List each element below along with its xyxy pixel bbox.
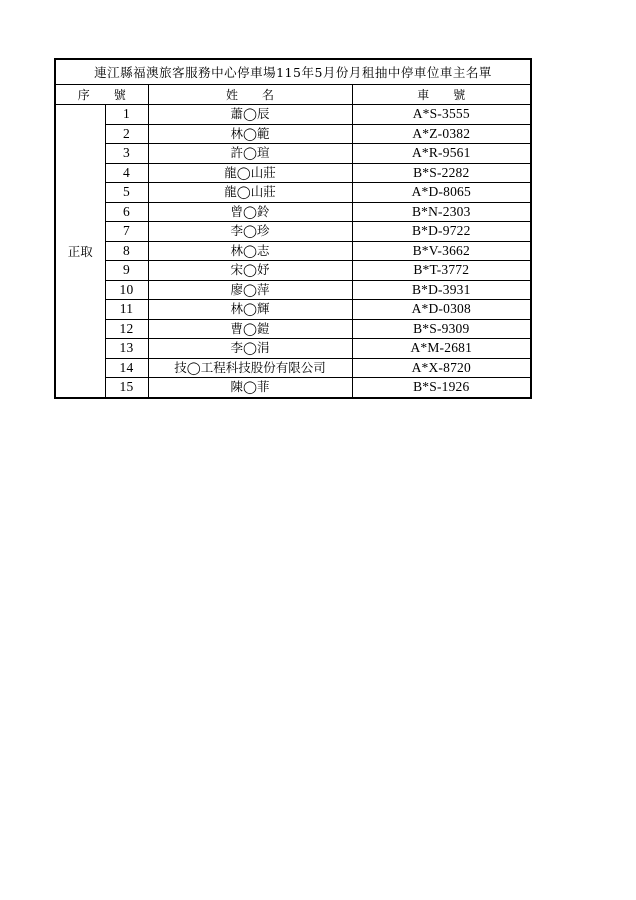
document-sheet <box>54 58 530 399</box>
table-row <box>55 300 531 320</box>
row-number: 15 <box>105 378 148 398</box>
row-number: 1 <box>105 105 148 125</box>
owner-name: 宋◯妤 <box>148 261 352 281</box>
row-number: 6 <box>105 202 148 222</box>
owner-name: 技◯工程科技股份有限公司 <box>148 358 352 378</box>
row-number: 12 <box>105 319 148 339</box>
owner-name: 蕭◯辰 <box>148 105 352 125</box>
row-number: 8 <box>105 241 148 261</box>
table-body <box>55 105 531 398</box>
plate-number: B*N-2303 <box>352 202 531 222</box>
plate-number: B*V-3662 <box>352 241 531 261</box>
table-row <box>55 319 531 339</box>
row-number: 11 <box>105 300 148 320</box>
plate-number: A*R-9561 <box>352 144 531 164</box>
owner-name: 廖◯萍 <box>148 280 352 300</box>
lottery-winners-table <box>54 58 532 399</box>
row-number: 13 <box>105 339 148 359</box>
table-row <box>55 144 531 164</box>
owner-name: 陳◯菲 <box>148 378 352 398</box>
row-number: 14 <box>105 358 148 378</box>
plate-number: B*S-1926 <box>352 378 531 398</box>
table-row <box>55 183 531 203</box>
header-seq: 序 號 <box>55 85 148 105</box>
row-number: 3 <box>105 144 148 164</box>
plate-number: A*Z-0382 <box>352 124 531 144</box>
table-row <box>55 124 531 144</box>
table-row <box>55 280 531 300</box>
table-row <box>55 222 531 242</box>
table-row <box>55 358 531 378</box>
owner-name: 林◯志 <box>148 241 352 261</box>
header-plate: 車 號 <box>352 85 531 105</box>
row-number: 5 <box>105 183 148 203</box>
plate-number: A*S-3555 <box>352 105 531 125</box>
plate-number: A*D-8065 <box>352 183 531 203</box>
table-title: 連江縣福澳旅客服務中心停車場115年5月份月租抽中停車位車主名單 <box>55 59 531 85</box>
title-row <box>55 59 531 85</box>
plate-number: A*X-8720 <box>352 358 531 378</box>
plate-number: A*D-0308 <box>352 300 531 320</box>
owner-name: 林◯輝 <box>148 300 352 320</box>
row-number: 2 <box>105 124 148 144</box>
owner-name: 曾◯鈴 <box>148 202 352 222</box>
table-row <box>55 261 531 281</box>
plate-number: B*T-3772 <box>352 261 531 281</box>
group-label: 正取 <box>55 105 105 398</box>
plate-number: B*S-9309 <box>352 319 531 339</box>
plate-number: A*M-2681 <box>352 339 531 359</box>
owner-name: 林◯範 <box>148 124 352 144</box>
table-row <box>55 202 531 222</box>
row-number: 9 <box>105 261 148 281</box>
plate-number: B*D-3931 <box>352 280 531 300</box>
plate-number: B*D-9722 <box>352 222 531 242</box>
owner-name: 龍◯山莊 <box>148 163 352 183</box>
owner-name: 龍◯山莊 <box>148 183 352 203</box>
owner-name: 許◯瑄 <box>148 144 352 164</box>
owner-name: 李◯涓 <box>148 339 352 359</box>
table-row <box>55 163 531 183</box>
table-row <box>55 378 531 398</box>
table-row <box>55 339 531 359</box>
row-number: 4 <box>105 163 148 183</box>
table-row <box>55 105 531 125</box>
owner-name: 李◯珍 <box>148 222 352 242</box>
owner-name: 曹◯鎧 <box>148 319 352 339</box>
header-name: 姓 名 <box>148 85 352 105</box>
plate-number: B*S-2282 <box>352 163 531 183</box>
row-number: 7 <box>105 222 148 242</box>
table-row <box>55 241 531 261</box>
row-number: 10 <box>105 280 148 300</box>
header-row <box>55 85 531 105</box>
